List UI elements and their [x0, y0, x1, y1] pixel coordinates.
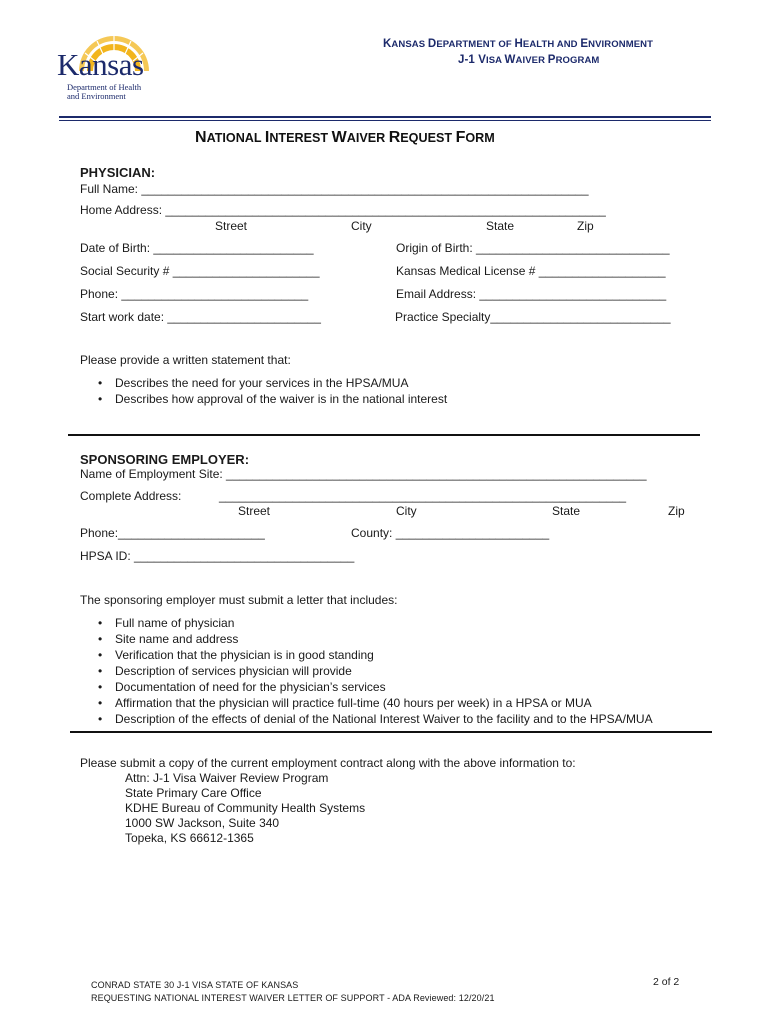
- logo-wordmark: Kansas: [57, 47, 144, 82]
- header-rule: [59, 116, 711, 118]
- list-item: • Site name and address: [80, 631, 653, 647]
- full-name-field[interactable]: Full Name: ___________________________________________________________________: [80, 182, 589, 196]
- page-number: 2 of 2: [653, 976, 680, 988]
- employer-city-label: City: [396, 504, 417, 518]
- employer-state-label: State: [552, 504, 581, 518]
- complete-address-label: Complete Address:: [80, 489, 182, 503]
- license-field[interactable]: Kansas Medical License # ___________________: [396, 264, 666, 278]
- employer-heading: SPONSORING EMPLOYER:: [80, 452, 250, 467]
- header-rule-thin: [59, 120, 711, 121]
- physician-heading: PHYSICIAN:: [80, 165, 156, 180]
- footer-line-2: REQUESTING NATIONAL INTEREST WAIVER LETTER OF SUPPORT - ADA Reviewed: 12/20/21: [91, 993, 495, 1003]
- complete-address-field[interactable]: _____________________________________________________________: [219, 489, 627, 503]
- phone-field[interactable]: Phone: ____________________________: [80, 287, 309, 301]
- statement-intro: Please provide a written statement that:: [80, 353, 291, 367]
- list-item: • Documentation of need for the physician’s services: [80, 679, 653, 695]
- home-address-city-label: City: [351, 219, 372, 233]
- list-item: • Full name of physician: [80, 615, 653, 631]
- department-name: KANSAS DEPARTMENT OF HEALTH AND ENVIRONMENT: [383, 38, 654, 50]
- start-date-field[interactable]: Start work date: _______________________: [80, 310, 321, 324]
- hpsa-id-field[interactable]: HPSA ID: _________________________________: [80, 549, 355, 563]
- logo-subtitle-1: Department of Health: [67, 82, 142, 92]
- section-divider: [68, 434, 700, 436]
- list-item: • Affirmation that the physician will practice full-time (40 hours per week) in a HPSA or MUA: [80, 695, 653, 711]
- letter-intro: The sponsoring employer must submit a letter that includes:: [80, 593, 398, 607]
- address-line: Topeka, KS 66612-1365: [125, 831, 254, 845]
- employer-street-label: Street: [238, 504, 271, 518]
- home-address-field[interactable]: Home Address: __________________________________________________________________: [80, 203, 606, 217]
- list-item: • Describes the need for your services in the HPSA/MUA: [80, 375, 447, 391]
- footer-line-1: CONRAD STATE 30 J-1 VISA STATE OF KANSAS: [91, 980, 299, 990]
- home-address-street-label: Street: [215, 219, 248, 233]
- county-field[interactable]: County: _______________________: [351, 526, 550, 540]
- ssn-field[interactable]: Social Security # ______________________: [80, 264, 320, 278]
- address-line: Attn: J-1 Visa Waiver Review Program: [125, 771, 329, 785]
- home-address-zip-label: Zip: [577, 219, 594, 233]
- list-item: • Describes how approval of the waiver is in the national interest: [80, 391, 447, 407]
- list-item: • Description of services physician will provide: [80, 663, 653, 679]
- employer-zip-label: Zip: [668, 504, 685, 518]
- submit-intro: Please submit a copy of the current employment contract along with the above information to:: [80, 756, 576, 770]
- address-line: KDHE Bureau of Community Health Systems: [125, 801, 366, 815]
- address-line: 1000 SW Jackson, Suite 340: [125, 816, 280, 830]
- form-title: NATIONAL INTEREST WAIVER REQUEST FORM: [195, 129, 495, 146]
- employment-site-field[interactable]: Name of Employment Site: _______________________________________________________________: [80, 467, 647, 481]
- section-divider-2: [70, 731, 712, 733]
- statement-list: [80, 375, 447, 407]
- address-line: State Primary Care Office: [125, 786, 262, 800]
- program-name: J-1 VISA WAIVER PROGRAM: [458, 54, 600, 66]
- letter-list: [80, 615, 653, 727]
- home-address-state-label: State: [486, 219, 515, 233]
- dob-field[interactable]: Date of Birth: ________________________: [80, 241, 314, 255]
- list-item: • Description of the effects of denial of the National Interest Waiver to the facility and to the HPSA/MUA: [80, 711, 653, 727]
- employer-phone-field[interactable]: Phone:______________________: [80, 526, 265, 540]
- mailing-address: [125, 771, 365, 846]
- email-field[interactable]: Email Address: ____________________________: [396, 287, 667, 301]
- specialty-field[interactable]: Practice Specialty___________________________: [395, 310, 671, 324]
- list-item: • Verification that the physician is in good standing: [80, 647, 653, 663]
- logo-subtitle-2: and Environment: [67, 91, 126, 101]
- origin-field[interactable]: Origin of Birth: _____________________________: [396, 241, 670, 255]
- kdhe-logo: [55, 33, 165, 105]
